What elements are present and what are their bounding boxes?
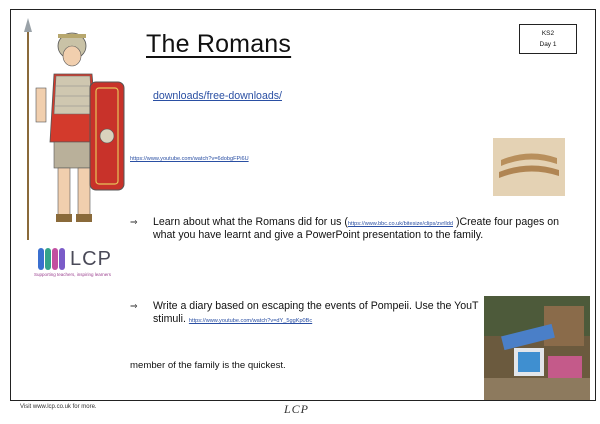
resource-link[interactable]: downloads/free-downloads/: [153, 90, 282, 102]
resource-link[interactable]: https://www.bbc.co.uk/bitesize/clips/zvrlldd: [347, 221, 454, 227]
stage-label: KS2: [541, 30, 555, 37]
footer-logo: LCP: [284, 402, 310, 416]
footer-text: Visit www.lcp.co.uk for more.: [20, 404, 97, 410]
activity-text: Write a diary based on escaping the events of Pompeii. Use the YouT: [153, 300, 479, 312]
video-link[interactable]: https://www.youtube.com/watch?v=dY_5ggKp0Bc: [188, 318, 313, 324]
lcp-logo-text: LCP: [70, 248, 112, 270]
list-item: [130, 216, 600, 244]
arrow-bullet: ⇒: [130, 217, 138, 227]
stage-box: [519, 24, 577, 54]
aqueduct-model-photo: [484, 296, 590, 400]
lcp-tagline: Supporting teachers, inspiring learners: [34, 272, 112, 277]
activity-text-cont: stimuli.: [153, 313, 189, 325]
list-item: [130, 300, 484, 328]
video-link[interactable]: https://www.youtube.com/watch?v=6dobgFPi6U: [130, 156, 249, 162]
roman-soldier-illustration: [14, 18, 134, 240]
arrow-bullet: ⇒: [130, 301, 138, 311]
activity-text-cont: what you have learnt and give a PowerPoint presentation to the family.: [153, 229, 484, 241]
activity-text-end: )Create four pages on: [453, 216, 560, 228]
activity-text-cont: member of the family is the quickest.: [130, 360, 286, 371]
activity-text: Learn about what the Romans did for us (: [153, 216, 348, 228]
day-label: Day 1: [539, 41, 557, 48]
cardboard-photo: [493, 138, 565, 196]
page-title: The Romans: [146, 30, 292, 58]
